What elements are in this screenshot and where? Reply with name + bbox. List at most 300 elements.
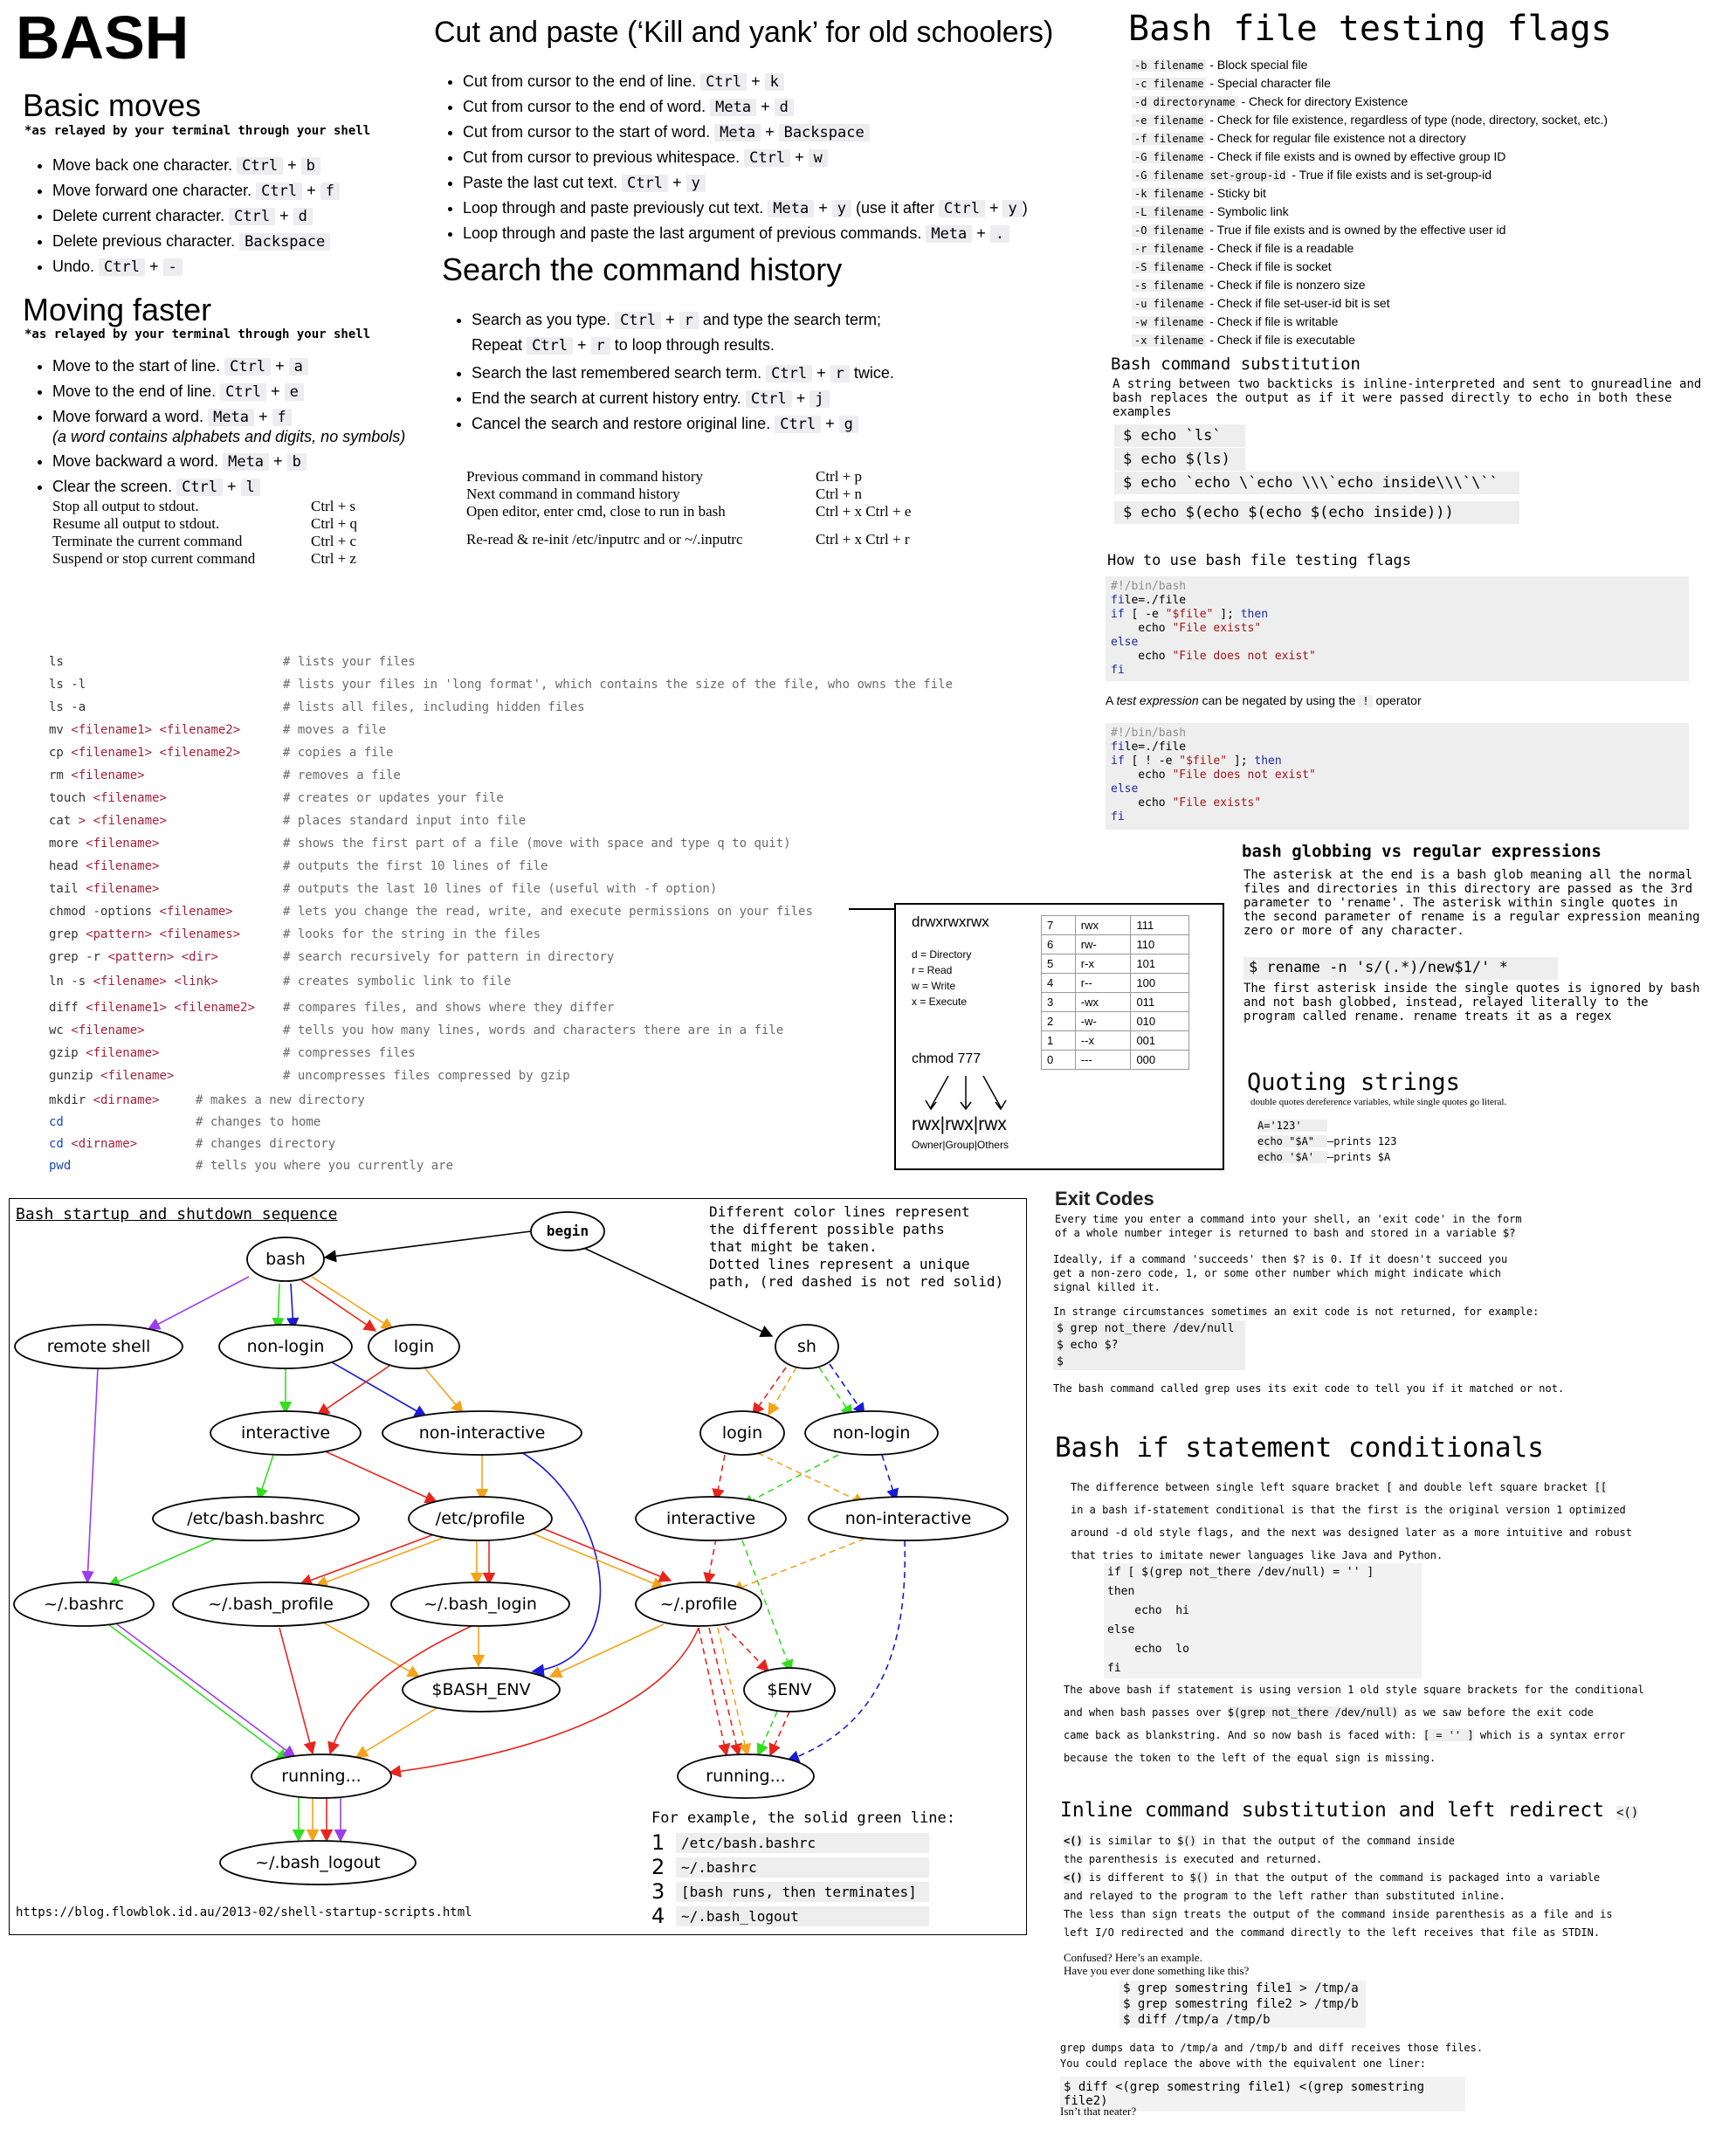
list-item: • Search the last remembered search term. Ctrl + r twice. [472,363,1090,383]
perm-cell: rw- [1075,935,1131,954]
and-type-text: and type the search term; [702,311,881,328]
example-num: 1 [651,1830,665,1855]
cmd-part: gunzip [49,1069,101,1083]
quote-code: A='123' [1257,1120,1327,1132]
flag-code: -S filename [1132,261,1206,273]
code-line: #!/bin/bash [1111,580,1187,593]
cmd-part: mv [49,723,72,737]
node-label-bashlogin: ~/.bash_login [424,1595,537,1614]
key-y: y [686,175,706,192]
key-: - [163,258,183,276]
code-part: "File does not exist" [1172,650,1316,663]
perm-cell: 0 [1042,1051,1076,1070]
kv-label: Next command in command history [466,486,680,502]
flag-code: -k filename [1132,188,1206,200]
dir-command-comment: # changes to home [196,1115,321,1129]
code-kw: fi [1111,664,1125,677]
legend-line: path, (red dashed is not red solid) [709,1273,1004,1290]
command-comment: # shows the first part of a file (move with space and type q to quit) [283,837,791,851]
repeat-text: Repeat [472,336,523,354]
exit-code-line: $ echo $? [1053,1337,1245,1354]
perm-cell: 6 [1042,935,1076,954]
cmd-part: gzip [49,1046,86,1060]
exit-codes-p4: The bash command called grep uses its exit code to tell you if it matched or not. [1053,1382,1565,1395]
cmd-part: <filename1> [71,746,153,760]
cmd-part: <filename> [93,791,167,805]
kv-label: Re-read & re-init /etc/inputrc and or ~/.inputrc [466,531,743,548]
flag-desc: - Block special file [1206,58,1308,72]
inline-l3d: in that the output of the command is packaged into a variable [1215,1871,1601,1884]
item-text: Cancel the search and restore original line. [472,415,775,432]
cmd-part: <dirname> [93,1093,160,1107]
key-ctrl: Ctrl [237,157,283,175]
key-meta: Meta [926,225,972,243]
kv-keys: Ctrl + s [311,498,356,514]
list-item: • Cut from cursor to the end of line. Ctrl + k [463,72,1099,92]
cmd-part: diff [49,1001,86,1015]
list-item: • Loop through and paste the last argument of previous commands. Meta + . [463,224,1099,244]
code-part: echo [1111,796,1173,810]
example-title: For example, the solid green line: [651,1809,955,1827]
perm-cell: r-x [1075,954,1131,974]
key-j: j [809,390,829,408]
cmd-part: ls -a [49,700,86,714]
key-r: r [591,337,610,355]
flag-code: -O filename [1132,224,1206,237]
flag-code: -u filename [1132,298,1206,310]
kv-label: Open editor, enter cmd, close to run in bash [466,503,726,520]
command-comment: # lists all files, including hidden files [283,700,585,714]
cmd-part: rm [49,768,72,782]
legend-line: Dotted lines represent a unique [709,1256,970,1272]
key-r: r [830,365,850,382]
how-to-flags-heading: How to use bash file testing flags [1107,552,1411,569]
inline-l3b: is different to [1088,1871,1184,1884]
key-ctrl: Ctrl [775,416,821,433]
cmd-part: <filename> [71,768,145,782]
subst-example: $ echo $(echo $(echo $(echo inside))) [1114,501,1519,524]
command-comment: # tells you how many lines, words and characters there are in a file [283,1023,784,1037]
if-code-line: fi [1107,1662,1121,1675]
item-sub: (a word contains alphabets and digits, no symbols) [52,428,406,445]
inline-code-line: $ grep somestring file1 > /tmp/a [1123,1981,1359,1995]
example-row [651,1830,929,1855]
code-part: "$file" [1165,608,1214,621]
kv-label: Terminate the current command [52,533,243,549]
command-comment: # moves a file [283,723,387,737]
if-b1: [ [1386,1481,1393,1493]
node-label-nonlogin: non-login [246,1337,325,1356]
item-text: Move back one character. [52,156,238,174]
legend-line: that might be taken. [709,1238,878,1255]
legend-line: d = Directory [912,948,972,961]
perm-cell: -wx [1075,993,1131,1012]
cmd-part: head [49,859,86,873]
key-l: l [241,479,260,496]
list-item: • Cut from cursor to the start of word. Meta + Backspace [463,122,1099,142]
key-ctrl: Ctrl [527,337,573,355]
cmd-part: <filename2> [174,1001,256,1015]
list-item: • Move to the start of line. Ctrl + a [52,356,435,376]
chmod-owners: Owner|Group|Others [912,1139,1009,1151]
negation-c: operator [1375,693,1422,707]
code-part: "File exists" [1172,796,1262,810]
node-label-running2: running... [706,1767,786,1786]
node-label-etcprofile: /etc/profile [435,1509,526,1528]
if-cond-intro [1071,1476,1664,1567]
cmd-part: wc [49,1023,72,1037]
perm-cell: -w- [1075,1012,1131,1031]
cut-paste-heading: Cut and paste (‘Kill and yank’ for old schoolers) [434,16,1054,49]
cmd-part: ls -l [49,678,86,692]
command-comment: # lets you change the read, write, and execute permissions on your files [283,905,813,919]
key-backspace: Backspace [779,124,870,141]
legend-line: Different color lines represent [709,1203,970,1220]
list-item: • Move backward a word. Meta + b [52,451,435,472]
flag-code: -b filename [1132,59,1206,72]
key-ctrl: Ctrl [700,73,747,91]
list-item: • Clear the screen. Ctrl + l [52,477,435,497]
flag-code: -f filename [1132,133,1206,145]
cmd-part: cat [49,814,79,828]
cmd-part: ls [49,655,64,669]
flag-desc: - Check if file exists and is owned by effective group ID [1206,149,1506,163]
dir-command-comment: # changes directory [196,1137,336,1151]
flag-desc: - True if file exists and is owned by the effective user id [1206,223,1506,237]
exit-codes-p2: Ideally, if a command 'succeeds' then $? is 0. If it doesn't succeed you get a non-zero code, 1, or some other number which might indicate which signal killed it. [1053,1253,1508,1293]
legend-line: the different possible paths [709,1221,945,1237]
cmd-part: <link> [174,975,218,989]
example-list [651,1830,929,1928]
flag-code: -G filename set-group-id [1132,169,1288,182]
item-text: Cut from cursor to the start of word. [463,123,715,141]
key-ctrl: Ctrl [744,149,790,167]
cmd-part: touch [49,791,93,805]
search-history-heading: Search the command history [442,252,843,287]
kv-label: Previous command in command history [466,468,704,485]
kv-keys: Ctrl + z [311,550,357,567]
flag-desc: - True if file exists and is set-group-id [1288,168,1492,182]
cmd-part: <filenames> [159,927,241,941]
perm-cell: 001 [1131,1031,1189,1051]
perm-cell: --- [1075,1051,1131,1070]
list-item: • Cancel the search and restore original line. Ctrl + g [472,414,1090,434]
globbing-heading: bash globbing vs regular expressions [1242,842,1602,861]
cmd-part: tail [49,882,86,896]
flag-code: -w filename [1132,316,1206,328]
inline-l4: and relayed to the program to the left rather than substituted inline. [1064,1890,1505,1902]
quote-note: –prints 123 [1327,1135,1397,1147]
inline-confused-text: Confused? Here’s an example. [1064,1951,1202,1964]
list-item: • Undo. Ctrl + - [52,257,409,277]
code-kw: if [1111,608,1125,621]
item-text: Move forward a word. [52,408,209,425]
list-item: • Delete current character. Ctrl + d [52,206,409,226]
key-f: f [272,409,292,426]
flag-desc: - Check if file set-user-id bit is set [1206,296,1390,310]
subst-example: $ echo `ls` [1114,424,1245,447]
key-meta: Meta [714,124,761,141]
key-y: y [832,200,851,217]
item-text: Move backward a word. [52,452,224,470]
kv-keys: Ctrl + n [816,486,863,502]
command-comment: # outputs the last 10 lines of file (useful with -f option) [283,882,718,896]
search-history-block: • Search as you type. Ctrl + r and type the search term; Repeat Ctrl + r to loop through results. • Search the last remembered search term. Ctrl + r twice. • End the search at current history entry. Ctrl + j • Cancel the search and restore original line. Ctrl + g [444,307,1090,439]
flag-desc: - Special character file [1206,76,1331,90]
cmd-part: <filename> [86,1046,160,1060]
perm-cell: 2 [1042,1012,1076,1031]
key-g: g [839,416,858,433]
if-p1b: and double left square bracket [1398,1481,1588,1493]
list-item: • Paste the last cut text. Ctrl + y [463,173,1099,193]
if-cond-explain [1064,1678,1675,1769]
inline-l1b: is similar to [1088,1835,1171,1847]
inline-l1a: <() [1064,1835,1083,1847]
cmd-part: <filename> [93,814,167,828]
code-line: #!/bin/bash [1111,727,1187,740]
inline-code-example [1119,1981,1366,2028]
subst-example: $ echo $(ls) [1114,448,1245,471]
perm-cell: 4 [1042,974,1076,993]
inline-oneliner: $ diff <(grep somestring file1) <(grep somestring file2) [1060,2077,1465,2112]
if-q4: because the token to the left of the equal sign is missing. [1064,1752,1436,1764]
chmod-example: chmod 777 [912,1051,982,1066]
inline-heading-code: <() [1615,1806,1639,1820]
flag-code: -s filename [1132,279,1206,292]
kv-keys: Ctrl + x Ctrl + r [816,531,910,548]
if-q3a: came back as blankstring. And so now bash is faced with: [1064,1729,1417,1741]
code-part: le=./file [1124,594,1187,607]
command-comment: # search recursively for pattern in directory [283,950,615,964]
perm-cell: 3 [1042,993,1076,1012]
inline-explain [1060,2040,1671,2071]
code-part: [ ! -e [1124,755,1180,768]
inline-confused [1064,1951,1249,1977]
item-text: Cut from cursor to the end of word. [463,98,711,115]
if-q2a: and when bash passes over [1064,1706,1222,1719]
node-label-env: $ENV [767,1680,812,1699]
kv-label: Resume all output to stdout. [52,515,220,532]
item-text: End the search at current history entry. [472,389,746,407]
item-text: Search the last remembered search term. [472,364,767,382]
negation-a: A [1106,693,1113,707]
cmd-part: <filename> [71,1023,145,1037]
node-label-sh: sh [797,1337,816,1356]
quote-code: echo '$A' [1257,1151,1327,1163]
command-comment: # copies a file [283,746,394,760]
legend-line: w = Write [912,980,956,992]
cmd-part: cd [49,1137,64,1151]
flag-code: -r filename [1132,243,1206,255]
inline-have-text: Have you ever done something like this? [1064,1964,1250,1977]
if-p4: that tries to imitate newer languages like Java and Python. [1071,1549,1443,1561]
example-num: 2 [651,1855,665,1879]
legend-line: x = Execute [912,996,968,1008]
node-label-bashprofile: ~/.bash_profile [208,1595,334,1614]
key-ctrl: Ctrl [224,358,271,376]
list-item: • Move to the end of line. Ctrl + e [52,382,435,402]
globbing-p2: The first asterisk inside the single quotes is ignored by bash and not bash globbed, instead, relayed literally to the program called rename. rename treats it as a regex [1243,982,1700,1023]
item-tail: twice. [849,364,894,382]
file-flags-heading: Bash file testing flags [1128,9,1612,49]
exit-code-line: $ [1053,1354,1245,1370]
code-part: "File does not exist" [1172,768,1316,782]
perm-cell: 000 [1131,1051,1189,1070]
if-p2: in a bash if-statement conditional is that the first is the original version 1 optimized [1071,1504,1626,1516]
command-comment: # removes a file [283,768,401,782]
subst-example: $ echo `echo \`echo \\\`echo inside\\\`\`` [1114,472,1519,494]
node-label-nonlogin2: non-login [832,1423,911,1443]
code-part: echo [1111,622,1173,635]
cmd-part: ln -s [49,975,93,989]
quote-code: echo "$A" [1257,1135,1327,1147]
item-text: Move to the end of line. [52,382,221,400]
item-text: Delete previous character. [52,232,240,250]
key-a: a [289,358,308,376]
code-kw: fi [1111,810,1125,823]
startup-heading: Bash startup and shutdown sequence [16,1205,338,1223]
flag-code: -d directoryname [1132,96,1238,108]
inline-l6: left I/O redirected and the command directly to the left receives that file as STDIN. [1064,1926,1601,1939]
node-label-bashenv: $BASH_ENV [431,1680,531,1699]
command-comment: # compresses files [283,1046,416,1060]
perm-cell: 110 [1131,935,1189,954]
code-kw: fi [1111,594,1125,607]
cmd-part: <dir> [181,950,218,964]
key-d: d [775,99,794,116]
flag-code: -e filename [1132,114,1206,127]
list-item: • Cut from cursor to the end of word. Meta + d [463,97,1099,117]
inline-neater: Isn’t that neater? [1060,2105,1137,2118]
if-q2code: $(grep not_there /dev/null) [1227,1706,1398,1719]
legend-line: r = Read [912,964,953,976]
if-q1: The above bash if statement is using version 1 old style square brackets for the conditional [1064,1684,1644,1696]
cmd-part: grep [49,927,86,941]
kv-keys: Ctrl + p [816,468,863,485]
perm-cell: 100 [1131,974,1189,993]
cmd-part: <filename> [100,1069,175,1083]
item-text: Move to the start of line. [52,357,225,375]
item-after: (use it after [851,199,939,217]
code-part: "$file" [1179,755,1228,768]
command-comment: # outputs the first 10 lines of file [283,859,548,873]
list-item: • Move forward a word. Meta + f (a word contains alphabets and digits, no symbols) [52,407,435,446]
inline-code-line: $ diff /tmp/a /tmp/b [1123,2013,1271,2027]
flag-code: -G filename [1132,151,1206,163]
cmd-part: <pattern> [107,950,175,964]
key-y: y [1002,200,1022,217]
cmd-part: <filename> [159,905,233,919]
inline-l3c: $() [1189,1871,1209,1884]
cmd-part: <filename> [86,859,160,873]
key-ctrl: Ctrl [99,258,145,276]
if-code-line: then [1107,1585,1135,1598]
command-comment: # looks for the string in the files [283,927,541,941]
key-meta: Meta [223,453,269,471]
flag-desc: - Check if file is writable [1206,314,1339,328]
label-begin: begin [546,1223,589,1239]
list-item: • Move forward one character. Ctrl + f [52,181,409,201]
node-label-bashbashrc: /etc/bash.bashrc [187,1509,325,1528]
inline-p1: grep dumps data to /tmp/a and /tmp/b and diff receives those files. [1060,2042,1484,2054]
cmd-part: <filename> [93,975,167,989]
cmd-part: <filename1> [71,723,153,737]
flag-desc: - Check for directory Existence [1237,94,1409,108]
key-ctrl: Ctrl [766,365,812,382]
list-item: • End the search at current history entry. Ctrl + j [472,389,1090,409]
globbing-cmd: $ rename -n 's/(.*)/new$1/' * [1243,957,1558,980]
flag-code: -L filename [1132,206,1206,218]
command-comment: # creates symbolic link to file [283,975,512,989]
flag-desc: - Sticky bit [1206,186,1266,200]
command-comment: # lists your files [283,655,416,669]
code-kw: else [1111,782,1139,796]
flag-code: -x filename [1132,334,1206,347]
item-text: Move forward one character. [52,182,257,199]
basic-moves-note: *as relayed by your terminal through your shell [24,124,371,138]
dir-command-row: pwd [49,1159,72,1173]
perm-cell: 1 [1042,1031,1076,1051]
node-label-remote: remote shell [46,1337,151,1356]
inline-l1c: $() [1177,1835,1196,1847]
inline-subst-body [1064,1832,1666,1942]
code-part: "File exists" [1172,622,1262,635]
cmd-part: grep -r [49,950,108,964]
key-ctrl: Ctrl [256,183,302,200]
example-value: ~/.bash_logout [676,1906,929,1926]
key-meta: Meta [710,99,756,116]
perm-cell: 011 [1131,993,1189,1012]
code-part: echo [1111,650,1173,663]
exit-codes-p3: In strange circumstances sometimes an exit code is not returned, for example: [1053,1306,1540,1318]
cmd-subst-desc: A string between two backticks is inline-interpreted and sent to gnureadline and bash replaces the output as if it were passed directly to echo in both these examples [1113,377,1702,419]
command-comment: # compares files, and shows where they differ [283,1001,615,1015]
negation-op: ! [1359,695,1372,707]
key-r: r [679,312,699,329]
if-code-line: else [1107,1623,1135,1637]
list-item: • Loop through and paste previously cut text. Meta + y (use it after Ctrl + y ) [463,198,1099,218]
inline-subst-heading [1060,1799,1638,1822]
search-as-you-type: Search as you type. [472,311,611,328]
inline-l5: The less than sign treats the output of the command inside parenthesis as a file and is [1064,1908,1613,1920]
if-code-line: echo hi [1107,1604,1189,1617]
key-meta: Meta [208,409,254,426]
chmod-perm-string: drwxrwxrwx [912,913,989,930]
item-text: Loop through and paste previously cut text. [463,199,768,217]
key-ctrl: Ctrl [939,200,985,217]
kv-label: Suspend or stop current command [52,550,256,567]
command-comment: # uncompresses files compressed by gzip [283,1069,570,1083]
cmd-part: <filename1> [86,1001,167,1015]
key-: . [990,225,1009,243]
list-item: • Move back one character. Ctrl + b [52,155,409,176]
key-ctrl: Ctrl [615,312,661,329]
code-kw: then [1240,608,1269,621]
item-text: Cut from cursor to previous whitespace. [463,148,745,166]
cmd-part: cp [49,746,72,760]
node-label-running: running... [281,1767,362,1786]
node-label-login2: login [721,1423,763,1443]
inline-l3a: <() [1064,1871,1083,1884]
if-code-line: if [ $(grep not_there /dev/null) = '' ] [1107,1566,1374,1579]
node-label-logout: ~/.bash_logout [255,1853,381,1872]
code-part: le=./file [1124,741,1187,754]
perm-cell: 111 [1131,916,1189,935]
key-backspace: Backspace [239,233,330,251]
cmd-subst-heading: Bash command substitution [1111,355,1361,374]
page-title: BASH [16,3,189,72]
quote-note: –prints $A [1327,1151,1391,1163]
